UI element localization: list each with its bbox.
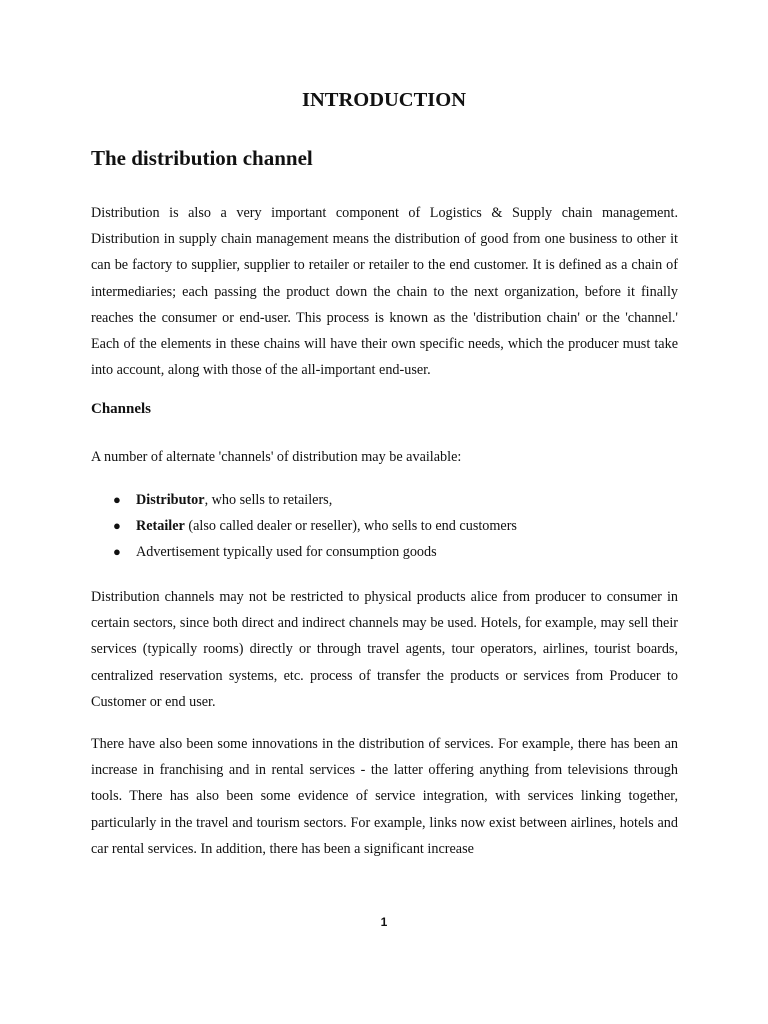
bullet-icon: ●: [113, 492, 121, 507]
intro-paragraph: Distribution is also a very important component of Logistics & Supply chain management. Distribution in supply chain management means the distribution of good from one business to other it can be factory to supplier, supplier to retailer or retailer to the end customer. It is defined as a chain of intermediaries; each passing the product down the chain to the next organization, before it finally reaches the consumer or end-user. This process is known as the 'distribution chain' or the 'channel.' Each of the elements in these chains will have their own specific needs, which the producer must take into account, along with those of the all-important end-user.: [91, 205, 678, 379]
bullet-text: (also called dealer or reseller), who sells to end customers: [184, 518, 517, 535]
innovations-paragraph: There have also been some innovations in the distribution of services. For example, there has been an increase in franchising and in rental services - the latter offering anything from televisions through tools. There has also been some evidence of service integration, with services linking together, particularly in the travel and tourism sectors. For example, links now exist between airlines, hotels and car rental services. In addition, there has been a significant increase: [91, 736, 678, 857]
channels-heading: Channels: [91, 401, 152, 417]
list-item: [91, 487, 678, 513]
bullet-bold-term: Distributor: [136, 492, 205, 508]
page-title: INTRODUCTION: [301, 89, 467, 111]
page-number: 1: [380, 915, 388, 929]
channels-list: [91, 487, 678, 566]
section-title: The distribution channel: [91, 146, 313, 170]
bullet-icon: ●: [113, 518, 121, 534]
list-item: [91, 539, 678, 565]
bullet-bold-term: Retailer: [136, 518, 185, 535]
services-paragraph: Distribution channels may not be restricted to physical products alice from producer to consumer in certain sectors, since both direct and indirect channels may be used. Hotels, for example, may sell their services (typically rooms) directly or through travel agents, tour operators, airlines, tourist boards, centralized reservation systems, etc. process of transfer the products or services from Producer to Customer or end user.: [91, 589, 678, 710]
bullet-text: , who sells to retailers,: [204, 492, 333, 508]
bullet-icon: ●: [113, 544, 121, 560]
list-item: [91, 513, 678, 539]
bullet-text: Advertisement typically used for consumption goods: [136, 544, 437, 561]
channels-intro: A number of alternate 'channels' of distribution may be available:: [91, 449, 462, 465]
